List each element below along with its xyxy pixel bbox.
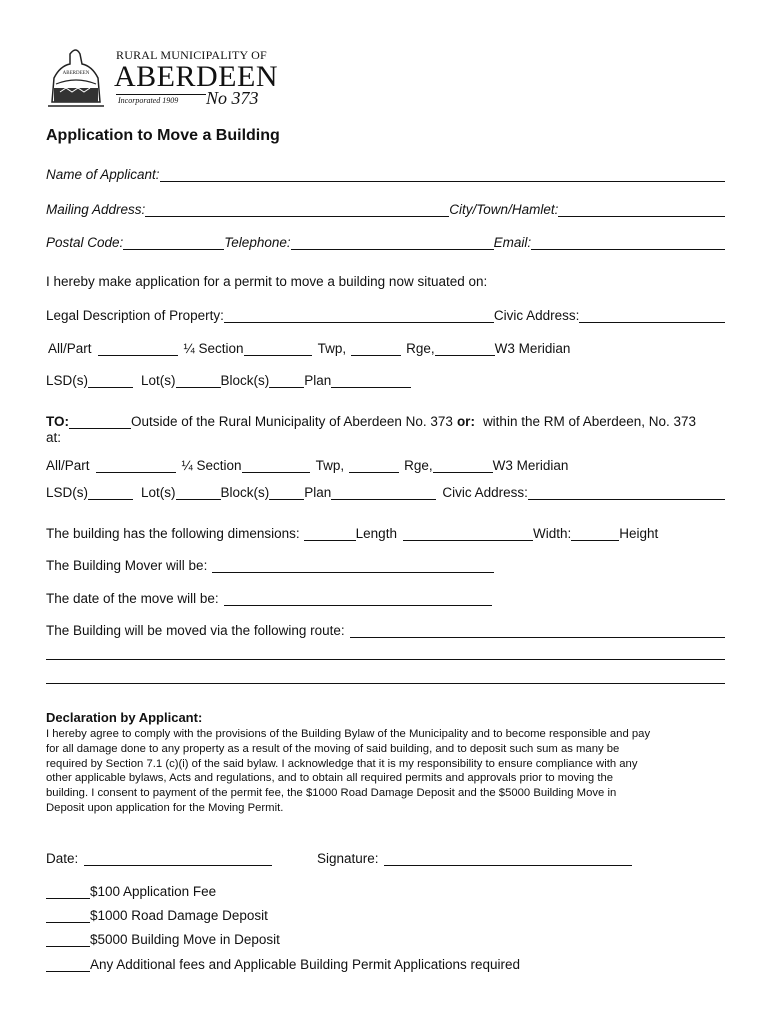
email-label: Email: (493, 235, 532, 250)
route-line-2[interactable] (46, 659, 725, 660)
logo-incorporated: Incorporated 1909 (118, 96, 179, 105)
logo-number: No 373 (206, 88, 259, 108)
width-label: Width: (532, 526, 572, 541)
page-title: Application to Move a Building (46, 127, 280, 144)
to-twp-field[interactable] (349, 457, 399, 473)
declaration-line: Deposit upon application for the Moving Permit. (46, 801, 284, 814)
legal-row (46, 305, 725, 323)
from-block-field[interactable] (269, 372, 304, 388)
logo-name: ABERDEEN (114, 60, 278, 93)
from-lsd-field[interactable] (88, 372, 133, 388)
to-within-label: within the RM of Aberdeen, No. 373 (482, 414, 697, 429)
length-field[interactable] (304, 525, 356, 541)
fee-row (46, 929, 280, 947)
to-lsd-field[interactable] (88, 484, 133, 500)
route-row (46, 620, 725, 638)
fee-row (46, 954, 520, 972)
to-plan-field[interactable] (331, 484, 436, 500)
svg-text:ABERDEEN: ABERDEEN (62, 71, 90, 76)
to-rge-field[interactable] (433, 457, 493, 473)
to-or-label: or: (456, 414, 475, 429)
signature-label: Signature: (317, 851, 379, 866)
legal-label: Legal Description of Property: (46, 308, 224, 323)
telephone-field[interactable] (291, 234, 494, 250)
applicant-name-label: Name of Applicant: (46, 167, 160, 182)
mover-label: The Building Mover will be: (46, 558, 208, 573)
from-lsd-label: LSD(s) (46, 373, 89, 388)
height-field[interactable] (571, 525, 619, 541)
move-date-label: The date of the move will be: (46, 591, 219, 606)
mover-row (46, 555, 494, 573)
to-section-field[interactable] (242, 457, 310, 473)
fee-label: $1000 Road Damage Deposit (90, 908, 268, 923)
to-lot-field[interactable] (176, 484, 221, 500)
postal-label: Postal Code: (46, 235, 124, 250)
fee-label: $5000 Building Move in Deposit (90, 932, 280, 947)
to-meridian-label: W3 Meridian (492, 458, 569, 473)
dimensions-row (46, 523, 658, 541)
signature-row (317, 848, 632, 866)
email-field[interactable] (531, 234, 725, 250)
fee-checkbox-field[interactable] (46, 931, 90, 947)
from-lot-row (46, 370, 411, 388)
from-meridian-label: W3 Meridian (494, 341, 571, 356)
intro-text: I hereby make application for a permit to move a building now situated on: (46, 274, 488, 289)
to-quarter-row (46, 455, 568, 473)
applicant-name-row (46, 164, 725, 182)
mailing-field[interactable] (145, 201, 449, 217)
to-outside-label: Outside of the Rural Municipality of Aberdeen No. 373 (131, 414, 453, 429)
to-allpart-label: All/Part (46, 458, 90, 473)
legal-field[interactable] (224, 307, 494, 323)
logo-line1: RURAL MUNICIPALITY OF (116, 48, 267, 62)
from-twp-label: Twp, (317, 341, 347, 356)
declaration-line: I hereby agree to comply with the provisions of the Building Bylaw of the Municipality and to become responsible and pay (46, 728, 651, 740)
postal-field[interactable] (123, 234, 224, 250)
to-block-label: Block(s) (220, 485, 270, 500)
move-date-row (46, 588, 492, 606)
to-civic-field[interactable] (528, 484, 725, 500)
mailing-label: Mailing Address: (46, 202, 146, 217)
route-line-3[interactable] (46, 683, 725, 684)
from-civic-field[interactable] (579, 307, 725, 323)
city-field[interactable] (558, 201, 725, 217)
to-row (46, 411, 696, 429)
to-at-label: at: (46, 430, 62, 445)
to-lot-row (46, 482, 725, 500)
width-field[interactable] (403, 525, 533, 541)
municipality-logo (46, 44, 278, 112)
to-allpart-field[interactable] (96, 457, 176, 473)
to-lot-label: Lot(s) (141, 485, 176, 500)
from-lot-field[interactable] (176, 372, 221, 388)
from-plan-field[interactable] (331, 372, 411, 388)
from-plan-label: Plan (304, 373, 332, 388)
height-label: Height (619, 526, 659, 541)
declaration-line: other applicable bylaws, Acts and regulations, and to obtain all required permits and approvals prior to moving the (46, 772, 614, 785)
to-plan-label: Plan (304, 485, 332, 500)
fee-label: $100 Application Fee (90, 884, 217, 899)
to-outside-field[interactable] (69, 413, 131, 429)
declaration-body (46, 727, 650, 816)
from-twp-field[interactable] (351, 340, 401, 356)
from-section-field[interactable] (244, 340, 312, 356)
date-field[interactable] (84, 850, 272, 866)
length-label: Length (355, 526, 397, 541)
fee-label: Any Additional fees and Applicable Building Permit Applications required (90, 957, 521, 972)
fee-row (46, 905, 268, 923)
telephone-label: Telephone: (224, 235, 291, 250)
seal-icon (46, 44, 106, 110)
from-civic-label: Civic Address: (493, 308, 580, 323)
from-rge-field[interactable] (435, 340, 495, 356)
fee-checkbox-field[interactable] (46, 907, 90, 923)
route-field[interactable] (350, 622, 725, 638)
logo-rule (116, 94, 206, 95)
to-rge-label: Rge, (404, 458, 433, 473)
city-label: City/Town/Hamlet: (449, 202, 559, 217)
from-allpart-label: All/Part (48, 341, 92, 356)
to-block-field[interactable] (269, 484, 304, 500)
applicant-name-field[interactable] (160, 166, 725, 182)
fee-checkbox-field[interactable] (46, 956, 90, 972)
to-label: TO: (46, 414, 69, 429)
signature-field[interactable] (384, 850, 632, 866)
from-block-label: Block(s) (220, 373, 270, 388)
from-rge-label: Rge, (406, 341, 435, 356)
declaration-line: for all damage done to any property as a result of the moving of said building, and to deposit such sum as many be (46, 742, 620, 755)
declaration-line: building. I consent to payment of the permit fee, the $1000 Road Damage Deposit and the $5000 Building Move in (46, 787, 617, 800)
to-civic-label: Civic Address: (442, 485, 528, 500)
mover-field[interactable] (212, 557, 494, 573)
from-lot-label: Lot(s) (141, 373, 176, 388)
from-quarter-row (48, 338, 570, 356)
contact-row (46, 232, 725, 250)
declaration-heading: Declaration by Applicant: (46, 710, 203, 725)
declaration-line: required by Section 7.1 (c)(i) of the said bylaw. I acknowledge that it is my responsibility to ensure compliance with any (46, 757, 638, 770)
to-lsd-label: LSD(s) (46, 485, 89, 500)
from-allpart-field[interactable] (98, 340, 178, 356)
date-row (46, 848, 272, 866)
to-twp-label: Twp, (315, 458, 345, 473)
date-label: Date: (46, 851, 79, 866)
to-section-label: ¼ Section (181, 458, 242, 473)
fee-row (46, 881, 216, 899)
route-label: The Building will be moved via the following route: (46, 623, 345, 638)
dimensions-label: The building has the following dimensions: (46, 526, 300, 541)
mailing-row (46, 199, 725, 217)
from-section-label: ¼ Section (183, 341, 244, 356)
move-date-field[interactable] (224, 590, 492, 606)
fee-checkbox-field[interactable] (46, 883, 90, 899)
